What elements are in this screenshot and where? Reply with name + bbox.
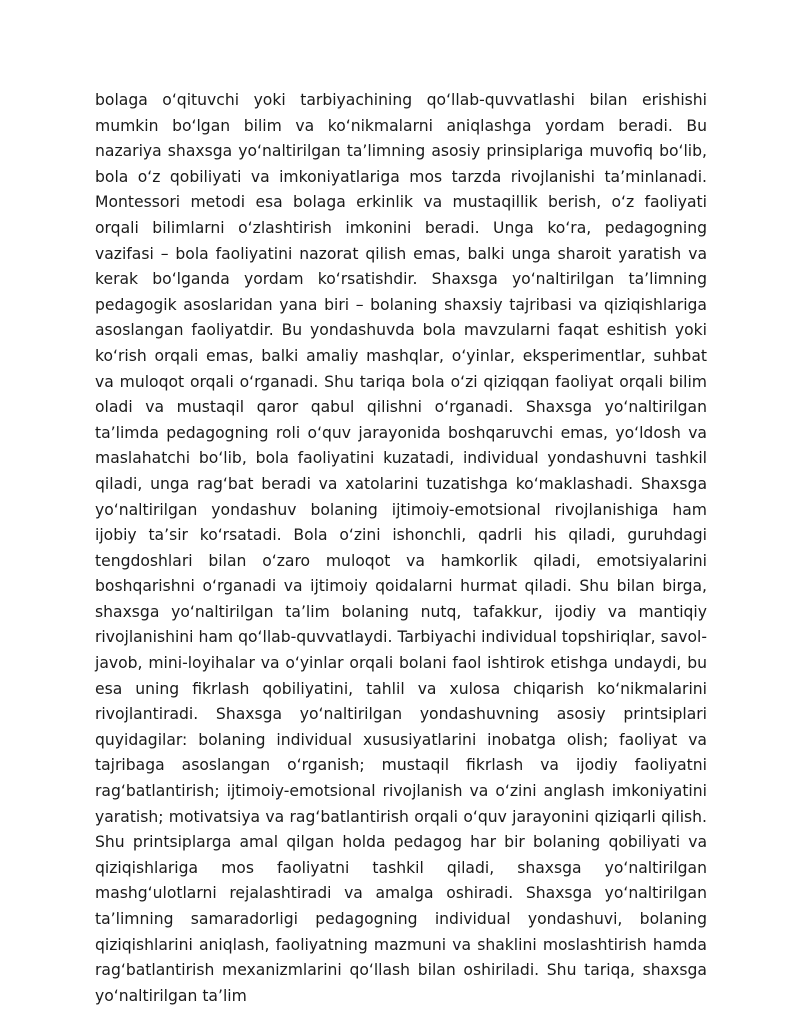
body-paragraph: bolaga o‘qituvchi yoki tarbiyachining qo‘llab-quvvatlashi bilan erishishi mumkin bo‘lgan bilim va ko‘nikmalarni aniqlashga yordam beradi. Bu nazariya shaxsga yo‘naltirilgan ta’limning asosiy prinsiplariga muvofiq bo‘lib, bola o‘z qobiliyati va imkoniyatlariga mos tarzda rivojlanishi ta’minlanadi. Montessori metodi esa bolaga erkinlik va mustaqillik berish, o‘z faoliyati orqali bilimlarni o‘zlashtirish imkonini beradi. Unga ko‘ra, pedagogning vazifasi – bola faoliyatini nazorat qilish emas, balki unga sharoit yaratish va kerak bo‘lganda yordam ko‘rsatishdir. Shaxsga yo‘naltirilgan ta’limning pedagogik asoslaridan yana biri – bolaning shaxsiy tajribasi va qiziqishlariga asoslangan faoliyatdir. Bu yondashuvda bola mavzularni faqat eshitish yoki ko‘rish orqali emas, balki amaliy mashqlar, o‘yinlar, eksperimentlar, suhbat va muloqot orqali o‘rganadi. Shu tariqa bola o‘zi qiziqqan faoliyat orqali bilim oladi va mustaqil qaror qabul qilishni o‘rganadi. Shaxsga yo‘naltirilgan ta’limda pedagogning roli o‘quv jarayonida boshqaruvchi emas, yo‘ldosh va maslahatchi bo‘lib, bola faoliyatini kuzatadi, individual yondashuvni tashkil qiladi, unga rag‘bat beradi va xatolarini tuzatishga ko‘maklashadi. Shaxsga yo‘naltirilgan yondashuv bolaning ijtimoiy-emotsional rivojlanishiga ham ijobiy ta’sir ko‘rsatadi. Bola o‘zini ishonchli, qadrli his qiladi, guruhdagi tengdoshlari bilan o‘zaro muloqot va hamkorlik qiladi, emotsiyalarini boshqarishni o‘rganadi va ijtimoiy qoidalarni hurmat qiladi. Shu bilan birga, shaxsga yo‘naltirilgan ta’lim bolaning nutq, tafakkur, ijodiy va mantiqiy rivojlanishini ham qo‘llab-quvvatlaydi. Tarbiyachi individual topshiriqlar, savol-javob, mini-loyihalar va o‘yinlar orqali bolani faol ishtirok etishga undaydi, bu esa uning fikrlash qobiliyatini, tahlil va xulosa chiqarish ko‘nikmalarini rivojlantiradi. Shaxsga yo‘naltirilgan yondashuvning asosiy printsiplari quyidagilar: bolaning individual xususiyatlarini inobatga olish; faoliyat va tajribaga asoslangan o‘rganish; mustaqil fikrlash va ijodiy faoliyatni rag‘batlantirish; ijtimoiy-emotsional rivojlanish va o‘zini anglash imkoniyatini yaratish; motivatsiya va rag‘batlantirish orqali o‘quv jarayonini qiziqarli qilish. Shu printsiplarga amal qilgan holda pedagog har bir bolaning qobiliyati va qiziqishlariga mos faoliyatni tashkil qiladi, shaxsga yo‘naltirilgan mashg‘ulotlarni rejalashtiradi va amalga oshiradi. Shaxsga yo‘naltirilgan ta’limning samaradorligi pedagogning individual yondashuvi, bolaning qiziqishlarini aniqlash, faoliyatning mazmuni va shaklini moslashtirish hamda rag‘batlantirish mexanizmlarini qo‘llash bilan oshiriladi. Shu tariqa, shaxsga yo‘naltirilgan ta’lim [95, 91, 707, 1005]
